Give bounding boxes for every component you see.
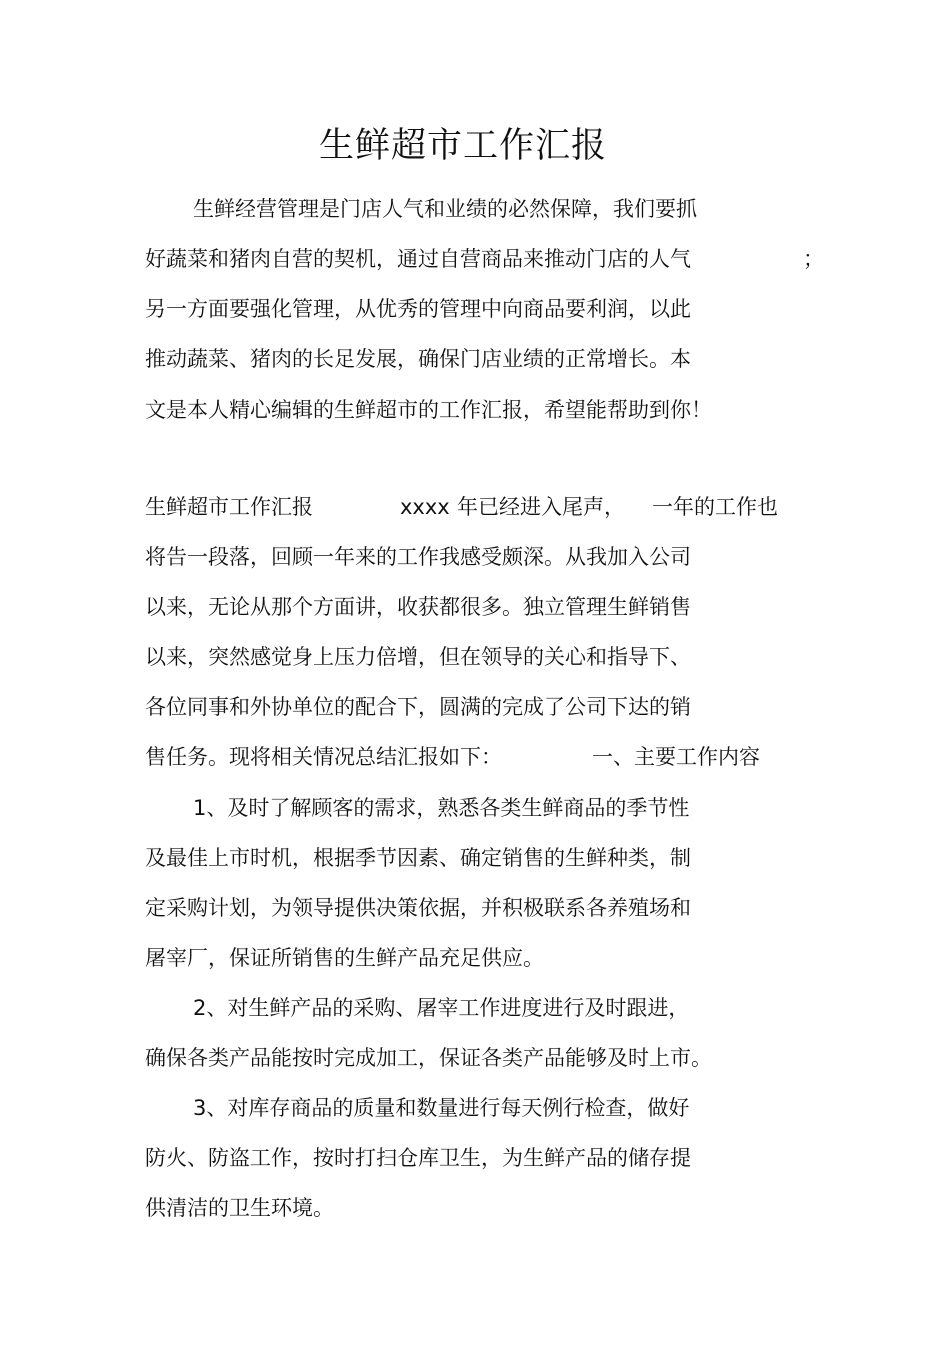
item-1-line-2: 及最佳上市时机，根据季节因素、确定销售的生鲜种类，制 [145,846,691,870]
section-heading-main-work: 一、主要工作内容 [592,745,760,769]
intro-line-1: 生鲜经营管理是门店人气和业绩的必然保障，我们要抓 [193,197,697,221]
body-line-5: 各位同事和外协单位的配合下，圆满的完成了公司下达的销 [145,695,691,719]
intro-line-5: 文是本人精心编辑的生鲜超市的工作汇报，希望能帮助到你！ [145,398,712,422]
body-line-2: 将告一段落，回顾一年来的工作我感受颇深。从我加入公司 [145,545,691,569]
intro-line-3: 另一方面要强化管理，从优秀的管理中向商品要利润，以此 [145,297,691,321]
intro-line-2: 好蔬菜和猪肉自营的契机，通过自营商品来推动门店的人气 [145,247,691,271]
item-3-line-3: 供清洁的卫生环境。 [145,1196,334,1220]
intro-line-2-semicolon: ； [803,247,824,271]
item-2-line-2: 确保各类产品能按时完成加工，保证各类产品能够及时上市。 [145,1046,712,1070]
item-3-line-2: 防火、防盗工作，按时打扫仓库卫生，为生鲜产品的储存提 [145,1146,691,1170]
item-3-line-1: 3、对库存商品的质量和数量进行每天例行检查，做好 [193,1096,690,1120]
document-title: 生鲜超市工作汇报 [318,126,607,166]
intro-line-4: 推动蔬菜、猪肉的长足发展，确保门店业绩的正常增长。本 [145,347,691,371]
body-line-1-text: 年已经进入尾声， [457,495,625,519]
item-1-line-1: 1、及时了解顾客的需求，熟悉各类生鲜商品的季节性 [193,796,690,820]
body-line-1-heading: 生鲜超市工作汇报 [145,495,313,519]
body-line-4: 以来，突然感觉身上压力倍增，但在领导的关心和指导下、 [145,645,691,669]
body-line-1-tail: 一年的工作也 [652,495,778,519]
body-line-1-year: xxxx [400,495,450,519]
body-line-3: 以来，无论从那个方面讲，收获都很多。独立管理生鲜销售 [145,595,691,619]
item-1-line-4: 屠宰厂，保证所销售的生鲜产品充足供应。 [145,946,544,970]
item-2-line-1: 2、对生鲜产品的采购、屠宰工作进度进行及时跟进， [193,996,690,1020]
item-1-line-3: 定采购计划，为领导提供决策依据，并积极联系各养殖场和 [145,896,691,920]
body-line-6: 售任务。现将相关情况总结汇报如下： [145,745,502,769]
